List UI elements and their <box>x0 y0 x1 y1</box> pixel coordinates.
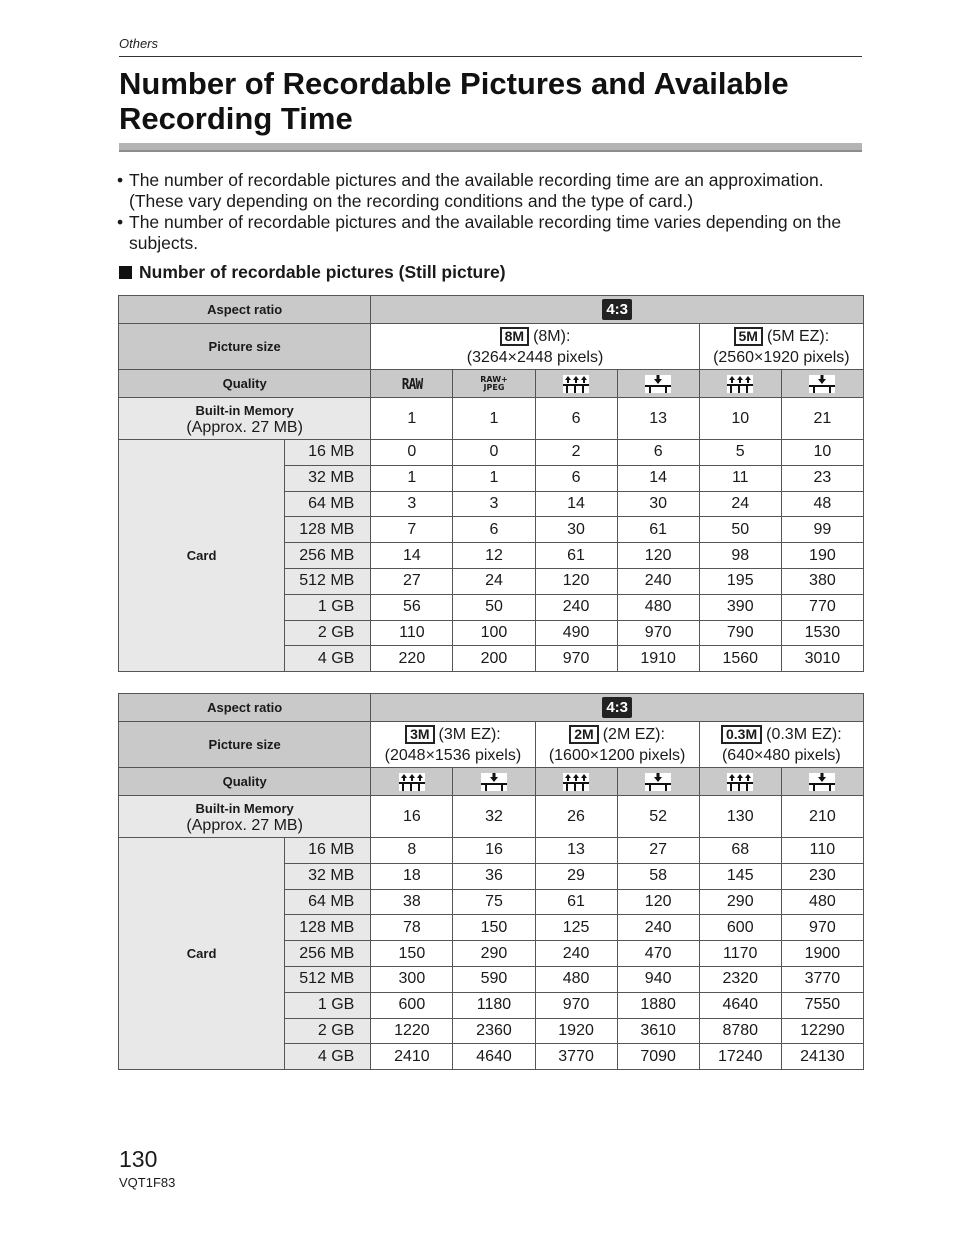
picture-count-cell: 3 <box>371 491 453 517</box>
picture-count-cell: 970 <box>535 646 617 672</box>
memory-count-cell: 21 <box>781 398 863 440</box>
picture-count-cell: 24 <box>453 568 535 594</box>
picture-count-cell: 29 <box>535 863 617 889</box>
picture-size-name: (2M EZ): <box>602 725 665 743</box>
card-capacity-label: 256 MB <box>285 543 371 569</box>
memory-count-cell: 210 <box>781 796 863 838</box>
fine-quality-icon <box>371 768 453 796</box>
raw-quality-icon: RAW <box>371 370 453 398</box>
picture-count-cell: 380 <box>781 568 863 594</box>
picture-count-cell: 600 <box>371 992 453 1018</box>
picture-size-row <box>119 324 864 370</box>
picture-count-cell: 480 <box>781 889 863 915</box>
picture-count-cell: 1220 <box>371 1018 453 1044</box>
picture-count-cell: 195 <box>699 568 781 594</box>
fine-quality-icon <box>699 370 781 398</box>
picture-count-cell: 61 <box>535 543 617 569</box>
card-capacity-label: 1 GB <box>285 992 371 1018</box>
picture-count-cell: 61 <box>617 517 699 543</box>
card-capacity-label: 16 MB <box>285 440 371 466</box>
picture-count-cell: 480 <box>535 966 617 992</box>
picture-count-cell: 50 <box>453 594 535 620</box>
picture-count-cell: 1880 <box>617 992 699 1018</box>
aspect-ratio-row <box>119 296 864 324</box>
picture-size-pixels: (1600×1200 pixels) <box>548 746 686 764</box>
picture-count-cell: 12 <box>453 543 535 569</box>
built-in-memory-capacity: (Approx. 27 MB) <box>186 816 303 834</box>
picture-count-cell: 600 <box>699 915 781 941</box>
picture-count-cell: 240 <box>617 568 699 594</box>
picture-count-cell: 1560 <box>699 646 781 672</box>
picture-count-cell: 23 <box>781 465 863 491</box>
memory-count-cell: 1 <box>453 398 535 440</box>
card-capacity-label: 32 MB <box>285 465 371 491</box>
picture-count-cell: 8 <box>371 838 453 864</box>
picture-count-cell: 68 <box>699 838 781 864</box>
picture-size-cell <box>371 324 699 370</box>
picture-size-name: (5M EZ): <box>766 327 830 345</box>
picture-count-cell: 16 <box>453 838 535 864</box>
section-label: Others <box>119 36 159 51</box>
picture-count-cell: 100 <box>453 620 535 646</box>
card-capacity-label: 128 MB <box>285 517 371 543</box>
built-in-memory-row <box>119 796 864 838</box>
title-underline-bar <box>119 143 862 152</box>
card-capacity-label: 1 GB <box>285 594 371 620</box>
aspect-ratio-label: Aspect ratio <box>119 296 371 324</box>
picture-size-name: (3M EZ): <box>438 725 501 743</box>
picture-count-cell: 120 <box>617 543 699 569</box>
card-capacity-label: 4 GB <box>285 646 371 672</box>
picture-count-cell: 0 <box>453 440 535 466</box>
memory-count-cell: 52 <box>617 796 699 838</box>
picture-count-cell: 4640 <box>699 992 781 1018</box>
quality-row <box>119 370 864 398</box>
built-in-memory-label <box>119 796 371 838</box>
note-text: The number of recordable pictures and the available recording time are an approximation. (These vary depending on the recording conditions and the type of card.) <box>129 170 824 211</box>
picture-size-cell <box>699 722 863 768</box>
bullet-icon: • <box>117 212 124 232</box>
memory-count-cell: 6 <box>535 398 617 440</box>
picture-count-cell: 50 <box>699 517 781 543</box>
picture-count-cell: 27 <box>371 568 453 594</box>
picture-count-cell: 75 <box>453 889 535 915</box>
picture-count-cell: 390 <box>699 594 781 620</box>
standard-quality-icon <box>781 370 863 398</box>
picture-count-cell: 480 <box>617 594 699 620</box>
picture-size-pixels: (2048×1536 pixels) <box>384 746 522 764</box>
picture-count-cell: 48 <box>781 491 863 517</box>
memory-count-cell: 130 <box>699 796 781 838</box>
picture-count-cell: 230 <box>781 863 863 889</box>
aspect-ratio-badge: 4:3 <box>602 697 632 718</box>
notes-list <box>117 170 867 254</box>
card-capacity-label: 2 GB <box>285 620 371 646</box>
picture-size-cell <box>371 722 535 768</box>
picture-size-name: (0.3M EZ): <box>766 725 842 743</box>
picture-count-cell: 1 <box>371 465 453 491</box>
picture-count-cell: 110 <box>371 620 453 646</box>
picture-count-cell: 120 <box>617 889 699 915</box>
picture-count-cell: 0 <box>371 440 453 466</box>
note-item <box>117 212 867 254</box>
picture-count-cell: 240 <box>617 915 699 941</box>
picture-count-cell: 770 <box>781 594 863 620</box>
memory-count-cell: 32 <box>453 796 535 838</box>
standard-quality-icon <box>453 768 535 796</box>
picture-size-label: Picture size <box>119 324 371 370</box>
built-in-memory-row <box>119 398 864 440</box>
picture-count-cell: 240 <box>535 941 617 967</box>
picture-count-cell: 6 <box>453 517 535 543</box>
picture-count-cell: 940 <box>617 966 699 992</box>
picture-count-cell: 3610 <box>617 1018 699 1044</box>
fine-quality-icon <box>535 370 617 398</box>
picture-size-cell <box>535 722 699 768</box>
picture-size-icon: 0.3M <box>721 725 762 744</box>
standard-quality-icon <box>617 370 699 398</box>
picture-count-cell: 30 <box>535 517 617 543</box>
memory-count-cell: 26 <box>535 796 617 838</box>
picture-count-cell: 14 <box>371 543 453 569</box>
picture-count-cell: 240 <box>535 594 617 620</box>
picture-count-cell: 300 <box>371 966 453 992</box>
picture-count-cell: 78 <box>371 915 453 941</box>
picture-count-cell: 220 <box>371 646 453 672</box>
picture-count-cell: 27 <box>617 838 699 864</box>
memory-count-cell: 10 <box>699 398 781 440</box>
picture-count-cell: 14 <box>535 491 617 517</box>
picture-size-row <box>119 722 864 768</box>
picture-count-cell: 120 <box>535 568 617 594</box>
picture-count-cell: 1900 <box>781 941 863 967</box>
picture-size-pixels: (2560×1920 pixels) <box>713 348 850 366</box>
section-divider <box>119 56 862 57</box>
picture-count-cell: 3010 <box>781 646 863 672</box>
picture-size-icon: 3M <box>405 725 434 744</box>
picture-count-cell: 11 <box>699 465 781 491</box>
page-number: 130 <box>119 1146 158 1172</box>
note-text: The number of recordable pictures and the available recording time varies depending on the subjects. <box>129 212 842 253</box>
fine-quality-icon <box>535 768 617 796</box>
picture-size-name: (8M): <box>533 327 571 345</box>
picture-count-cell: 290 <box>453 941 535 967</box>
quality-row <box>119 768 864 796</box>
picture-count-cell: 3770 <box>781 966 863 992</box>
card-capacity-label: 512 MB <box>285 966 371 992</box>
picture-count-cell: 1170 <box>699 941 781 967</box>
picture-size-pixels: (3264×2448 pixels) <box>466 348 604 366</box>
picture-size-pixels: (640×480 pixels) <box>721 746 841 764</box>
picture-size-icon: 2M <box>569 725 598 744</box>
standard-quality-icon <box>781 768 863 796</box>
picture-count-cell: 290 <box>699 889 781 915</box>
built-in-memory-label <box>119 398 371 440</box>
quality-label: Quality <box>119 370 371 398</box>
picture-count-cell: 6 <box>617 440 699 466</box>
picture-count-cell: 13 <box>535 838 617 864</box>
memory-count-cell: 13 <box>617 398 699 440</box>
picture-count-cell: 125 <box>535 915 617 941</box>
picture-count-cell: 2410 <box>371 1044 453 1070</box>
picture-count-cell: 490 <box>535 620 617 646</box>
picture-count-cell: 24 <box>699 491 781 517</box>
picture-count-cell: 17240 <box>699 1044 781 1070</box>
picture-count-cell: 1180 <box>453 992 535 1018</box>
aspect-ratio-row <box>119 694 864 722</box>
picture-count-cell: 110 <box>781 838 863 864</box>
page-title: Number of Recordable Pictures and Available Recording Time <box>119 66 789 136</box>
memory-count-cell: 1 <box>371 398 453 440</box>
picture-count-cell: 58 <box>617 863 699 889</box>
built-in-memory-title: Built-in Memory <box>195 402 294 418</box>
picture-count-cell: 790 <box>699 620 781 646</box>
picture-count-cell: 7090 <box>617 1044 699 1070</box>
subheading <box>119 262 506 283</box>
picture-count-cell: 6 <box>535 465 617 491</box>
picture-count-cell: 7 <box>371 517 453 543</box>
picture-count-cell: 99 <box>781 517 863 543</box>
raw-jpeg-quality-icon: RAW+ JPEG <box>453 370 535 398</box>
card-capacity-row <box>119 440 864 466</box>
model-code: VQT1F83 <box>119 1175 176 1190</box>
picture-count-cell: 14 <box>617 465 699 491</box>
card-capacity-label: 512 MB <box>285 568 371 594</box>
picture-count-cell: 2360 <box>453 1018 535 1044</box>
picture-size-cell <box>699 324 863 370</box>
picture-count-cell: 5 <box>699 440 781 466</box>
card-capacity-label: 2 GB <box>285 1018 371 1044</box>
picture-count-cell: 2320 <box>699 966 781 992</box>
card-capacity-label: 64 MB <box>285 491 371 517</box>
picture-size-label: Picture size <box>119 722 371 768</box>
quality-label: Quality <box>119 768 371 796</box>
picture-count-cell: 2 <box>535 440 617 466</box>
picture-size-icon: 8M <box>500 327 529 346</box>
bullet-icon: • <box>117 170 124 190</box>
fine-quality-icon <box>699 768 781 796</box>
aspect-ratio-cell <box>371 694 864 722</box>
built-in-memory-capacity: (Approx. 27 MB) <box>186 418 303 436</box>
picture-count-cell: 10 <box>781 440 863 466</box>
picture-count-cell: 7550 <box>781 992 863 1018</box>
card-capacity-label: 4 GB <box>285 1044 371 1070</box>
picture-count-cell: 970 <box>781 915 863 941</box>
picture-count-cell: 61 <box>535 889 617 915</box>
picture-count-cell: 8780 <box>699 1018 781 1044</box>
picture-count-cell: 1920 <box>535 1018 617 1044</box>
picture-count-cell: 24130 <box>781 1044 863 1070</box>
card-capacity-row <box>119 838 864 864</box>
card-label: Card <box>119 838 285 1070</box>
memory-count-cell: 16 <box>371 796 453 838</box>
card-capacity-label: 32 MB <box>285 863 371 889</box>
note-item <box>117 170 867 212</box>
card-capacity-label: 128 MB <box>285 915 371 941</box>
picture-count-cell: 970 <box>535 992 617 1018</box>
picture-count-cell: 145 <box>699 863 781 889</box>
square-bullet-icon <box>119 266 132 279</box>
picture-count-cell: 150 <box>371 941 453 967</box>
recordable-pictures-table-1 <box>118 295 864 672</box>
picture-count-cell: 200 <box>453 646 535 672</box>
built-in-memory-title: Built-in Memory <box>195 800 294 816</box>
aspect-ratio-cell <box>371 296 864 324</box>
card-capacity-label: 64 MB <box>285 889 371 915</box>
card-capacity-label: 16 MB <box>285 838 371 864</box>
aspect-ratio-badge: 4:3 <box>602 299 632 320</box>
recordable-pictures-table-2 <box>118 693 864 1070</box>
picture-count-cell: 970 <box>617 620 699 646</box>
card-label: Card <box>119 440 285 672</box>
picture-count-cell: 18 <box>371 863 453 889</box>
picture-count-cell: 590 <box>453 966 535 992</box>
aspect-ratio-label: Aspect ratio <box>119 694 371 722</box>
picture-count-cell: 12290 <box>781 1018 863 1044</box>
subheading-text: Number of recordable pictures (Still picture) <box>139 262 506 282</box>
picture-count-cell: 1910 <box>617 646 699 672</box>
picture-count-cell: 30 <box>617 491 699 517</box>
card-capacity-label: 256 MB <box>285 941 371 967</box>
standard-quality-icon <box>617 768 699 796</box>
picture-count-cell: 190 <box>781 543 863 569</box>
picture-count-cell: 56 <box>371 594 453 620</box>
picture-count-cell: 150 <box>453 915 535 941</box>
picture-count-cell: 36 <box>453 863 535 889</box>
picture-count-cell: 1 <box>453 465 535 491</box>
picture-count-cell: 38 <box>371 889 453 915</box>
picture-count-cell: 3 <box>453 491 535 517</box>
picture-count-cell: 3770 <box>535 1044 617 1070</box>
picture-count-cell: 4640 <box>453 1044 535 1070</box>
picture-count-cell: 1530 <box>781 620 863 646</box>
picture-size-icon: 5M <box>734 327 763 346</box>
picture-count-cell: 470 <box>617 941 699 967</box>
picture-count-cell: 98 <box>699 543 781 569</box>
